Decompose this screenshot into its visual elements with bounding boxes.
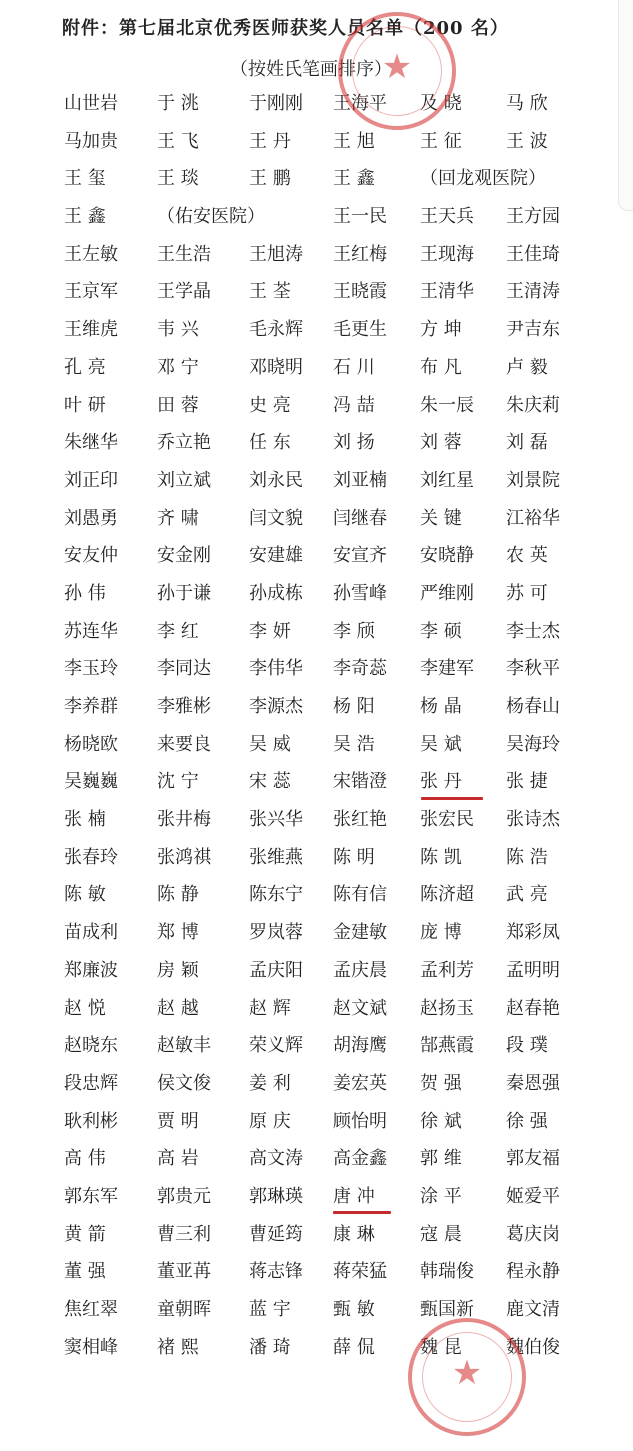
name-cell: 任 东 <box>249 432 291 454</box>
name-cell: 赵春艳 <box>506 997 560 1019</box>
name-row <box>64 91 584 129</box>
underline-mark <box>421 797 483 800</box>
name-cell: 康 琳 <box>333 1223 375 1245</box>
name-row <box>64 242 584 280</box>
name-row <box>64 355 584 393</box>
name-cell: 王 丹 <box>249 130 291 152</box>
name-cell: 朱一辰 <box>420 394 474 416</box>
name-cell: 陈 静 <box>157 884 199 906</box>
name-cell: 王晓霞 <box>333 281 387 303</box>
name-row <box>64 129 584 167</box>
name-cell: 顾怡明 <box>333 1110 387 1132</box>
name-cell: 李士杰 <box>506 620 560 642</box>
name-cell: 吴 浩 <box>333 733 375 755</box>
name-cell: 孙雪峰 <box>333 582 387 604</box>
name-cell: 秦恩强 <box>506 1072 560 1094</box>
name-cell: 曹延筠 <box>249 1223 303 1245</box>
name-cell: 薛 侃 <box>333 1336 375 1358</box>
name-cell: 韦 兴 <box>157 319 199 341</box>
name-cell: 甄 敏 <box>333 1299 375 1320</box>
name-row <box>64 1033 584 1071</box>
name-cell: 郭贵元 <box>157 1185 211 1207</box>
name-cell: 罗岚蓉 <box>249 922 303 944</box>
name-cell: 郑廉波 <box>64 959 118 981</box>
name-cell: 窦相峰 <box>64 1336 118 1358</box>
name-cell: 张宏民 <box>420 809 474 831</box>
name-cell: 邓晓明 <box>249 356 303 378</box>
name-cell: 郑彩凤 <box>506 922 560 944</box>
name-cell: 高 岩 <box>157 1148 199 1170</box>
name-cell: 毛永辉 <box>249 319 303 341</box>
name-cell: 毛更生 <box>333 319 387 341</box>
name-cell: 来要良 <box>157 733 211 755</box>
name-cell: 段忠辉 <box>64 1072 118 1094</box>
name-cell: 孟利芳 <box>420 959 474 981</box>
name-row <box>64 656 584 694</box>
name-cell: 闫文貌 <box>249 507 303 529</box>
name-cell: 金建敏 <box>333 922 387 944</box>
name-cell: 高文涛 <box>249 1148 303 1170</box>
name-cell: 王一民 <box>333 206 387 228</box>
name-row <box>64 279 584 317</box>
name-row <box>64 619 584 657</box>
name-cell: 胡海鹰 <box>333 1035 387 1057</box>
name-cell: 甄国新 <box>420 1299 474 1320</box>
name-cell: 鹿文清 <box>506 1299 560 1320</box>
name-cell: 冯 喆 <box>333 394 375 416</box>
name-cell: （佑安医院） <box>157 206 265 228</box>
name-cell: 郭琳瑛 <box>249 1185 303 1207</box>
name-cell: 赵 辉 <box>249 997 291 1019</box>
name-cell: 张 丹 <box>420 771 462 793</box>
name-cell: 安金刚 <box>157 545 211 567</box>
name-row <box>64 1184 584 1222</box>
name-cell: 姜 利 <box>249 1072 291 1094</box>
name-cell: 朱继华 <box>64 432 118 454</box>
name-cell: 寇 晨 <box>420 1223 462 1245</box>
name-cell: 董亚苒 <box>157 1261 211 1283</box>
name-cell: 郭东军 <box>64 1185 118 1207</box>
name-cell: 张井梅 <box>157 809 211 831</box>
name-cell: 王佳琦 <box>506 243 560 265</box>
name-cell: 童朝晖 <box>157 1299 211 1320</box>
name-row <box>64 1146 584 1184</box>
name-list <box>64 91 584 1372</box>
name-cell: 赵 悦 <box>64 997 106 1019</box>
name-row <box>64 393 584 431</box>
name-cell: 贺 强 <box>420 1072 462 1094</box>
name-cell: 郭 维 <box>420 1148 462 1170</box>
name-cell: 王 鑫 <box>64 206 106 228</box>
name-cell: 王清华 <box>420 281 474 303</box>
name-cell: 陈 敏 <box>64 884 106 906</box>
name-row <box>64 1335 584 1373</box>
name-cell: 吴巍巍 <box>64 771 118 793</box>
name-row <box>64 1259 584 1297</box>
name-cell: 葛庆岗 <box>506 1223 560 1245</box>
name-cell: 史 亮 <box>249 394 291 416</box>
name-cell: 李秋平 <box>506 658 560 680</box>
name-cell: 张 楠 <box>64 809 106 831</box>
name-row <box>64 845 584 883</box>
name-row <box>64 769 584 807</box>
name-row <box>64 732 584 770</box>
name-cell: 王海平 <box>333 93 387 114</box>
name-cell: 齐 啸 <box>157 507 199 529</box>
page-title: 附件：第七届北京优秀医师获奖人员名单（200 名） <box>62 18 509 39</box>
name-cell: 涂 平 <box>420 1185 462 1207</box>
name-cell: 山世岩 <box>64 93 118 114</box>
name-cell: 侯文俊 <box>157 1072 211 1094</box>
name-row <box>64 694 584 732</box>
name-cell: 刘景院 <box>506 469 560 491</box>
name-row <box>64 958 584 996</box>
name-cell: 安宣齐 <box>333 545 387 567</box>
name-cell: 房 颖 <box>157 959 199 981</box>
name-cell: 吴 威 <box>249 733 291 755</box>
name-cell: 王生浩 <box>157 243 211 265</box>
name-cell: 邓 宁 <box>157 356 199 378</box>
name-row <box>64 430 584 468</box>
name-cell: 吴 斌 <box>420 733 462 755</box>
name-cell: 王方园 <box>506 206 560 228</box>
name-cell: 田 蓉 <box>157 394 199 416</box>
name-cell: 王维虎 <box>64 319 118 341</box>
name-row <box>64 166 584 204</box>
name-cell: 徐 斌 <box>420 1110 462 1132</box>
name-cell: 孙于谦 <box>157 582 211 604</box>
name-cell: 王京军 <box>64 281 118 303</box>
name-cell: 陈 浩 <box>506 846 548 868</box>
name-cell: 姜宏英 <box>333 1072 387 1094</box>
name-cell: （回龙观医院） <box>420 168 546 190</box>
name-cell: 宋 蕊 <box>249 771 291 793</box>
name-cell: 苗成利 <box>64 922 118 944</box>
name-cell: 韩瑞俊 <box>420 1261 474 1283</box>
name-cell: 李 硕 <box>420 620 462 642</box>
name-cell: 魏 昆 <box>420 1336 462 1358</box>
name-cell: 张红艳 <box>333 809 387 831</box>
name-cell: 布 凡 <box>420 356 462 378</box>
name-cell: 安晓静 <box>420 545 474 567</box>
name-cell: 耿利彬 <box>64 1110 118 1132</box>
name-cell: 孙成栋 <box>249 582 303 604</box>
name-cell: 李建军 <box>420 658 474 680</box>
name-cell: 宋锴澄 <box>333 771 387 793</box>
name-cell: 吴海玲 <box>506 733 560 755</box>
name-cell: 安建雄 <box>249 545 303 567</box>
name-cell: 郜燕霞 <box>420 1035 474 1057</box>
name-row <box>64 1109 584 1147</box>
name-cell: 张维燕 <box>249 846 303 868</box>
name-cell: 苏 可 <box>506 582 548 604</box>
name-cell: 赵 越 <box>157 997 199 1019</box>
name-cell: 王 飞 <box>157 130 199 152</box>
name-cell: 安友仲 <box>64 545 118 567</box>
name-cell: 赵晓东 <box>64 1035 118 1057</box>
name-row <box>64 882 584 920</box>
name-cell: 郑 博 <box>157 922 199 944</box>
name-cell: 及 晓 <box>420 93 462 114</box>
name-cell: 李雅彬 <box>157 696 211 717</box>
name-cell: 刘 磊 <box>506 432 548 454</box>
name-row <box>64 1222 584 1260</box>
name-cell: 王 鹏 <box>249 168 291 190</box>
name-row <box>64 506 584 544</box>
name-cell: 刘 蓉 <box>420 432 462 454</box>
name-cell: 王学晶 <box>157 281 211 303</box>
name-cell: 焦红翠 <box>64 1299 118 1320</box>
name-cell: 李伟华 <box>249 658 303 680</box>
name-cell: 刘正印 <box>64 469 118 491</box>
name-cell: 刘愚勇 <box>64 507 118 529</box>
name-cell: 唐 冲 <box>333 1185 375 1207</box>
name-cell: 高 伟 <box>64 1148 106 1170</box>
name-cell: 高金鑫 <box>333 1148 387 1170</box>
name-row <box>64 1071 584 1109</box>
name-row <box>64 317 584 355</box>
name-cell: 孟明明 <box>506 959 560 981</box>
name-cell: 王 荃 <box>249 281 291 303</box>
name-cell: 于 洮 <box>157 93 199 114</box>
name-cell: 陈 凯 <box>420 846 462 868</box>
name-cell: 朱庆莉 <box>506 394 560 416</box>
name-cell: 庞 博 <box>420 922 462 944</box>
name-row <box>64 1297 584 1335</box>
name-cell: 王旭涛 <box>249 243 303 265</box>
name-cell: 李 颀 <box>333 620 375 642</box>
name-cell: 农 英 <box>506 545 548 567</box>
name-cell: 刘亚楠 <box>333 469 387 491</box>
name-cell: 杨 晶 <box>420 696 462 717</box>
name-cell: 李奇蕊 <box>333 658 387 680</box>
name-cell: 张 捷 <box>506 771 548 793</box>
name-row <box>64 807 584 845</box>
name-cell: 孟庆阳 <box>249 959 303 981</box>
name-cell: 潘 琦 <box>249 1336 291 1358</box>
name-cell: 李 妍 <box>249 620 291 642</box>
name-cell: 蒋荣猛 <box>333 1261 387 1283</box>
name-cell: 陈 明 <box>333 846 375 868</box>
name-cell: 李养群 <box>64 696 118 717</box>
name-cell: 王红梅 <box>333 243 387 265</box>
name-cell: 王 波 <box>506 130 548 152</box>
name-cell: 王左敏 <box>64 243 118 265</box>
name-cell: 郭友福 <box>506 1148 560 1170</box>
name-cell: 李源杰 <box>249 696 303 717</box>
name-cell: 武 亮 <box>506 884 548 906</box>
name-cell: 苏连华 <box>64 620 118 642</box>
name-cell: 李 红 <box>157 620 199 642</box>
name-cell: 张春玲 <box>64 846 118 868</box>
underline-mark <box>333 1211 391 1214</box>
name-cell: 贾 明 <box>157 1110 199 1132</box>
name-cell: 王 旭 <box>333 130 375 152</box>
name-cell: 王现海 <box>420 243 474 265</box>
name-cell: 闫继春 <box>333 507 387 529</box>
name-cell: 杨晓欧 <box>64 733 118 755</box>
name-cell: 赵扬玉 <box>420 997 474 1019</box>
scroll-edge <box>618 0 633 211</box>
name-cell: 卢 毅 <box>506 356 548 378</box>
name-cell: 陈东宁 <box>249 884 303 906</box>
name-cell: 孔 亮 <box>64 356 106 378</box>
name-cell: 杨 阳 <box>333 696 375 717</box>
name-cell: 马加贵 <box>64 130 118 152</box>
name-cell: 严维刚 <box>420 582 474 604</box>
name-cell: 徐 强 <box>506 1110 548 1132</box>
name-cell: 蓝 宇 <box>249 1299 291 1320</box>
name-cell: 李同达 <box>157 658 211 680</box>
name-cell: 孙 伟 <box>64 582 106 604</box>
name-cell: 刘 扬 <box>333 432 375 454</box>
name-cell: 陈济超 <box>420 884 474 906</box>
name-cell: 沈 宁 <box>157 771 199 793</box>
name-row <box>64 543 584 581</box>
name-cell: 张诗杰 <box>506 809 560 831</box>
name-row <box>64 204 584 242</box>
name-cell: 蒋志锋 <box>249 1261 303 1283</box>
page-subtitle: （按姓氏笔画排序） <box>230 59 392 80</box>
name-cell: 张兴华 <box>249 809 303 831</box>
name-cell: 于刚刚 <box>249 93 303 114</box>
name-cell: 孟庆晨 <box>333 959 387 981</box>
name-cell: 王 鑫 <box>333 168 375 190</box>
name-cell: 江裕华 <box>506 507 560 529</box>
name-row <box>64 468 584 506</box>
name-row <box>64 996 584 1034</box>
name-cell: 刘永民 <box>249 469 303 491</box>
name-cell: 王清涛 <box>506 281 560 303</box>
name-cell: 尹吉东 <box>506 319 560 341</box>
name-cell: 方 坤 <box>420 319 462 341</box>
name-cell: 王天兵 <box>420 206 474 228</box>
name-cell: 姬爱平 <box>506 1185 560 1207</box>
name-cell: 王 征 <box>420 130 462 152</box>
name-cell: 叶 研 <box>64 394 106 416</box>
name-cell: 黄 箭 <box>64 1223 106 1245</box>
name-cell: 乔立艳 <box>157 432 211 454</box>
name-cell: 关 键 <box>420 507 462 529</box>
name-cell: 魏伯俊 <box>506 1336 560 1358</box>
name-cell: 王 玺 <box>64 168 106 190</box>
name-row <box>64 920 584 958</box>
name-cell: 石 川 <box>333 356 375 378</box>
name-cell: 褚 熙 <box>157 1336 199 1358</box>
name-cell: 刘红星 <box>420 469 474 491</box>
name-cell: 王 琰 <box>157 168 199 190</box>
name-cell: 段 璞 <box>506 1035 548 1057</box>
name-cell: 马 欣 <box>506 93 548 114</box>
name-row <box>64 581 584 619</box>
name-cell: 曹三利 <box>157 1223 211 1245</box>
name-cell: 刘立斌 <box>157 469 211 491</box>
name-cell: 李玉玲 <box>64 658 118 680</box>
name-cell: 陈有信 <box>333 884 387 906</box>
name-cell: 赵文斌 <box>333 997 387 1019</box>
name-cell: 张鸿祺 <box>157 846 211 868</box>
name-cell: 董 强 <box>64 1261 106 1283</box>
name-cell: 杨春山 <box>506 696 560 717</box>
name-cell: 原 庆 <box>249 1110 291 1132</box>
name-cell: 程永静 <box>506 1261 560 1283</box>
name-cell: 赵敏丰 <box>157 1035 211 1057</box>
name-cell: 荣义辉 <box>249 1035 303 1057</box>
